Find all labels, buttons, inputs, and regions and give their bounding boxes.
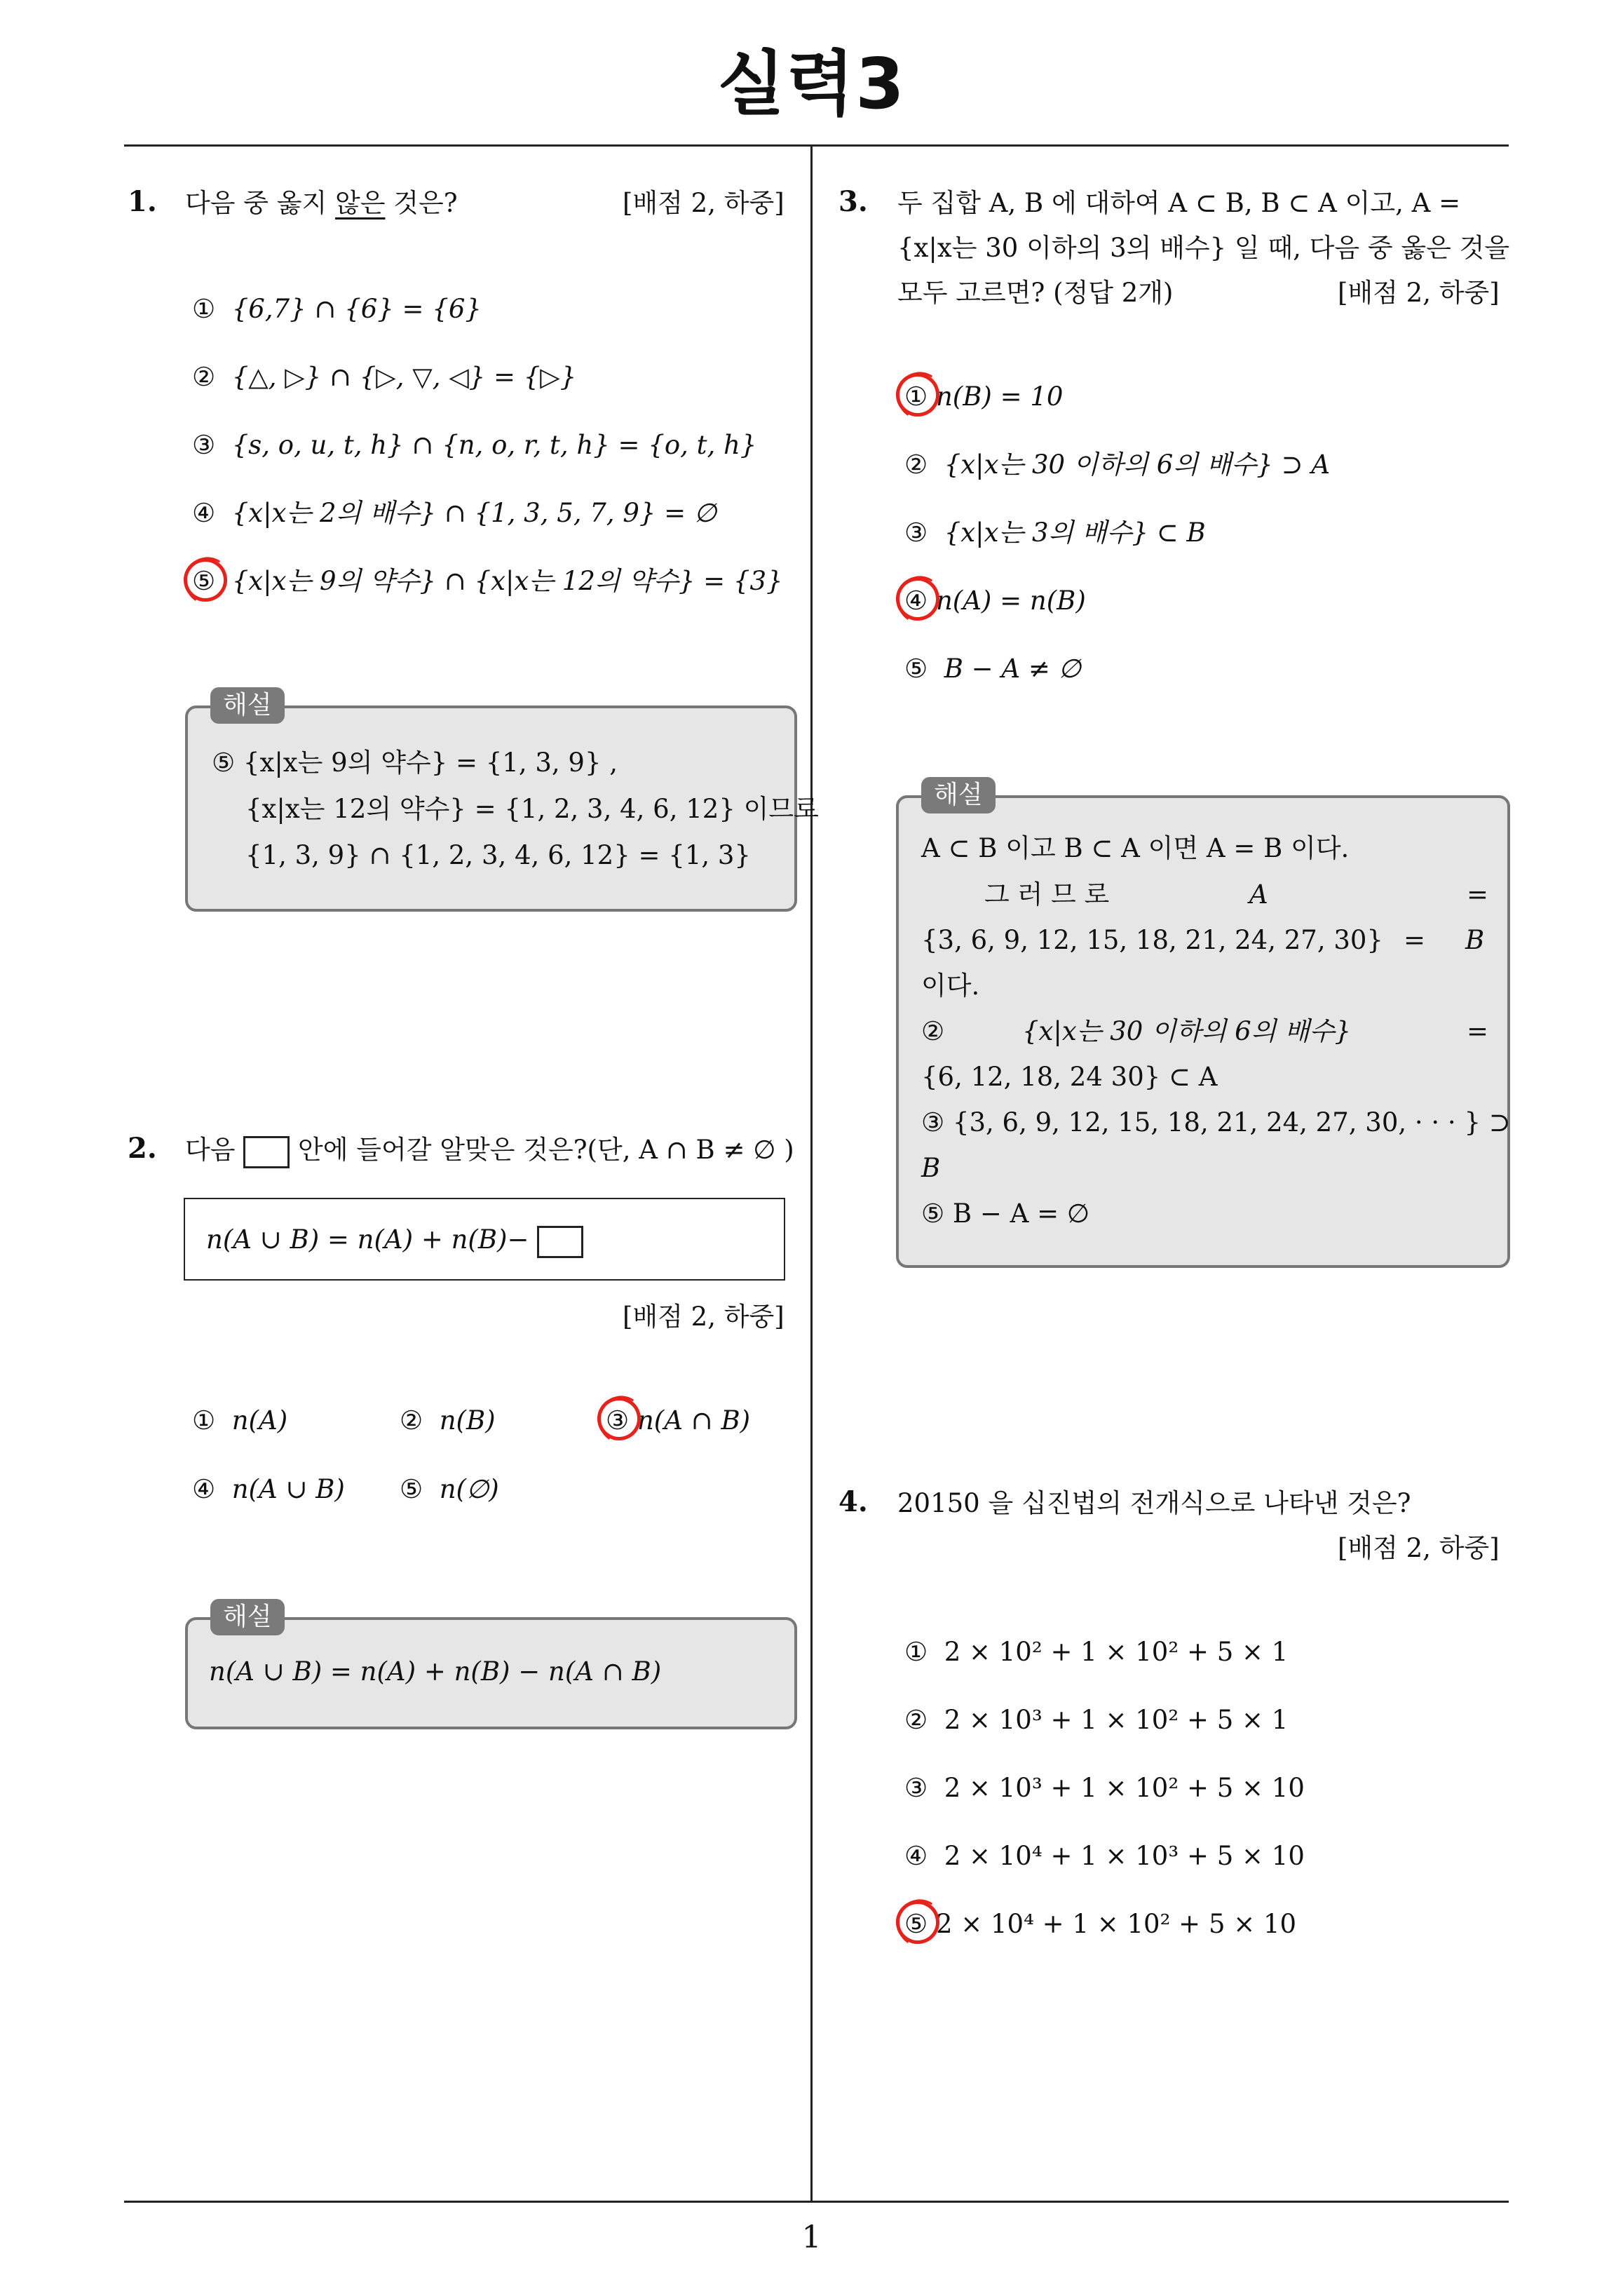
q3-solution-var-a: A bbox=[1249, 879, 1268, 910]
choice-text: n(∅) bbox=[439, 1474, 499, 1504]
choice-text: n(B) = 10 bbox=[935, 381, 1064, 412]
choice-text: {x|x는 30 이하의 6의 배수} ⊃ A bbox=[944, 450, 1331, 480]
q3-solution-set-6-list: {6, 12, 18, 24 30} ⊂ A bbox=[921, 1062, 1218, 1092]
q3-solution-var-b-2: B bbox=[921, 1153, 941, 1183]
q3-prompt-line-2: {x|x는 30 이하의 3의 배수} 일 때, 다음 중 옳은 것을 bbox=[897, 233, 1510, 263]
q1-solution-box bbox=[185, 705, 819, 912]
choice-text: n(A) = n(B) bbox=[935, 586, 1086, 616]
choice-text: 2 × 10³ + 1 × 10² + 5 × 1 bbox=[944, 1705, 1289, 1735]
q1-prompt-underlined: 않은 bbox=[335, 188, 386, 218]
q2-solution-label: 해설 bbox=[210, 1599, 285, 1635]
q2-number: 2. bbox=[128, 1132, 157, 1165]
q1-solution-label: 해설 bbox=[210, 687, 285, 724]
choice-mark: ① bbox=[192, 294, 216, 324]
q3-solution-line-3: ③ {3, 6, 9, 12, 15, 18, 21, 24, 27, 30, · · · } ⊃ bbox=[921, 1107, 1511, 1137]
page-title: 실력3 bbox=[717, 43, 906, 125]
choice-mark: ⑤ bbox=[904, 1909, 928, 1939]
choice-mark: ④ bbox=[904, 586, 928, 616]
q1-choice-1[interactable] bbox=[192, 291, 482, 327]
choice-mark: ① bbox=[904, 1637, 928, 1667]
q2-formula-text: n(A ∪ B) = n(A) + n(B)− bbox=[206, 1224, 529, 1255]
choice-text: {x|x는 2의 배수} ∩ {1, 3, 5, 7, 9} = ∅ bbox=[231, 498, 717, 528]
q1-choice-3[interactable] bbox=[192, 427, 756, 464]
q3-solution-label: 해설 bbox=[921, 777, 996, 813]
q3-solution-set-6: {x|x는 30 이하의 6의 배수} bbox=[1022, 1016, 1352, 1046]
choice-text: 2 × 10⁴ + 1 × 10² + 5 × 10 bbox=[935, 1909, 1297, 1939]
choice-mark: ② bbox=[400, 1405, 423, 1436]
choice-mark: ④ bbox=[904, 1841, 928, 1871]
q4-prompt: 20150 을 십진법의 전개식으로 나타낸 것은? bbox=[897, 1488, 1411, 1518]
q4-choice-1[interactable] bbox=[904, 1634, 1288, 1670]
q3-solution-eq-1: = bbox=[1467, 879, 1489, 910]
q1-number: 1. bbox=[128, 185, 157, 218]
q3-solution-eq-3: = bbox=[1467, 1016, 1489, 1046]
q3-solution-line-ida: 이다. bbox=[921, 971, 980, 1001]
q1-solution-line-1: ⑤ {x|x는 9의 약수} = {1, 3, 9} , bbox=[212, 748, 618, 778]
q3-solution-eq-2: = bbox=[1404, 925, 1426, 955]
q2-prompt-post: 안에 들어갈 알맞은 것은?(단, A ∩ B ≠ ∅ ) bbox=[298, 1135, 794, 1165]
choice-mark: ③ bbox=[606, 1405, 630, 1436]
choice-text: n(B) bbox=[439, 1405, 496, 1436]
choice-mark: ⑤ bbox=[904, 654, 928, 684]
choice-mark: ③ bbox=[192, 430, 216, 460]
choice-mark: ③ bbox=[904, 1773, 928, 1803]
page-number: 1 bbox=[801, 2220, 822, 2255]
q1-prompt-pre: 다음 중 옳지 bbox=[185, 188, 335, 218]
q4-meta: [배점 2, 하중] bbox=[1338, 1533, 1500, 1563]
choice-text: {x|x는 3의 배수} ⊂ B bbox=[944, 518, 1206, 548]
q1-prompt bbox=[185, 185, 458, 222]
q3-number: 3. bbox=[838, 185, 868, 218]
choice-text: {s, o, u, t, h} ∩ {n, o, r, t, h} = {o, t, h} bbox=[231, 430, 757, 460]
blank-box bbox=[243, 1136, 290, 1168]
blank-box bbox=[537, 1226, 583, 1258]
choice-mark: ④ bbox=[192, 1474, 216, 1504]
q2-solution-line-1 bbox=[209, 1654, 661, 1690]
q1-choice-2[interactable] bbox=[192, 359, 576, 396]
footer-rule bbox=[124, 2201, 1509, 2203]
q4-number: 4. bbox=[838, 1485, 868, 1518]
q2-choice-2[interactable] bbox=[400, 1403, 496, 1439]
q3-prompt-line-1: 두 집합 A, B 에 대하여 A ⊂ B, B ⊂ A 이고, A = bbox=[897, 188, 1461, 218]
choice-mark: ⑤ bbox=[192, 566, 216, 596]
q2-formula-box bbox=[184, 1198, 785, 1281]
choice-mark: ② bbox=[192, 362, 216, 392]
q2-meta: [배점 2, 하중] bbox=[623, 1302, 785, 1332]
q3-solution-set-a: {3, 6, 9, 12, 15, 18, 21, 24, 27, 30} bbox=[921, 925, 1383, 955]
q2-solution-text: n(A ∪ B) = n(A) + n(B) − n(A ∩ B) bbox=[209, 1656, 662, 1687]
choice-mark: ② bbox=[904, 1705, 928, 1735]
q1-solution-line-3: {1, 3, 9} ∩ {1, 2, 3, 4, 6, 12} = {1, 3} bbox=[245, 840, 751, 870]
q3-choice-5[interactable] bbox=[904, 651, 1081, 687]
choice-mark: ⑤ bbox=[400, 1474, 423, 1504]
choice-text: {x|x는 9의 약수} ∩ {x|x는 12의 약수} = {3} bbox=[231, 566, 783, 596]
q2-formula bbox=[206, 1222, 583, 1258]
q4-choice-5[interactable] bbox=[904, 1906, 1296, 1943]
q3-solution-line-1: A ⊂ B 이고 B ⊂ A 이면 A = B 이다. bbox=[921, 833, 1350, 863]
q2-answer-circle-mark bbox=[593, 1393, 645, 1445]
q2-prompt-pre: 다음 bbox=[185, 1135, 236, 1165]
q1-choice-4[interactable] bbox=[192, 495, 717, 532]
header-rule bbox=[124, 144, 1509, 147]
q3-solution-line-5: ⑤ B − A = ∅ bbox=[921, 1198, 1090, 1229]
q3-solution-box bbox=[896, 795, 1510, 1268]
q3-answer-circle-mark bbox=[892, 573, 944, 625]
q3-answer-circle-mark bbox=[892, 369, 944, 421]
choice-mark: ① bbox=[904, 381, 928, 412]
q3-solution-var-b: B bbox=[1465, 925, 1485, 955]
q2-choice-1[interactable] bbox=[192, 1403, 287, 1439]
choice-text: 2 × 10³ + 1 × 10² + 5 × 10 bbox=[944, 1773, 1305, 1803]
choice-text: {△, ▷} ∩ {▷, ▽, ◁} = {▷} bbox=[231, 362, 577, 392]
q4-choice-3[interactable] bbox=[904, 1770, 1305, 1807]
choice-text: 2 × 10² + 1 × 10² + 5 × 1 bbox=[944, 1637, 1289, 1667]
column-divider bbox=[810, 146, 813, 2201]
q1-meta: [배점 2, 하중] bbox=[623, 188, 785, 218]
choice-text: {6,7} ∩ {6} = {6} bbox=[231, 294, 482, 324]
q3-solution-mark-2: ② bbox=[921, 1016, 945, 1046]
choice-text: B − A ≠ ∅ bbox=[944, 654, 1081, 684]
q3-solution-therefore: 그 러 므 로 bbox=[984, 879, 1110, 910]
q3-prompt-line-3: 모두 고르면? (정답 2개) bbox=[897, 278, 1174, 308]
choice-mark: ① bbox=[192, 1405, 216, 1436]
q4-choice-2[interactable] bbox=[904, 1702, 1288, 1738]
q3-choice-3[interactable] bbox=[904, 515, 1206, 551]
q4-choice-4[interactable] bbox=[904, 1838, 1305, 1875]
q2-choice-4[interactable] bbox=[192, 1471, 345, 1508]
q1-prompt-post: 것은? bbox=[385, 188, 458, 218]
choice-text: 2 × 10⁴ + 1 × 10³ + 5 × 10 bbox=[944, 1841, 1305, 1871]
choice-mark: ④ bbox=[192, 498, 216, 528]
q3-choice-2[interactable] bbox=[904, 447, 1330, 483]
q2-prompt bbox=[185, 1132, 794, 1168]
q1-answer-circle-mark bbox=[179, 554, 231, 606]
q1-choice-5[interactable] bbox=[192, 563, 783, 600]
q1-solution-line-2: {x|x는 12의 약수} = {1, 2, 3, 4, 6, 12} 이므로 bbox=[245, 794, 819, 824]
q3-meta: [배점 2, 하중] bbox=[1338, 278, 1500, 308]
q4-answer-circle-mark bbox=[892, 1896, 944, 1948]
choice-text: n(A ∩ B) bbox=[637, 1405, 751, 1436]
choice-text: n(A ∪ B) bbox=[231, 1474, 345, 1504]
q2-choice-5[interactable] bbox=[400, 1471, 499, 1508]
choice-text: n(A) bbox=[231, 1405, 288, 1436]
choice-mark: ② bbox=[904, 450, 928, 480]
choice-mark: ③ bbox=[904, 518, 928, 548]
